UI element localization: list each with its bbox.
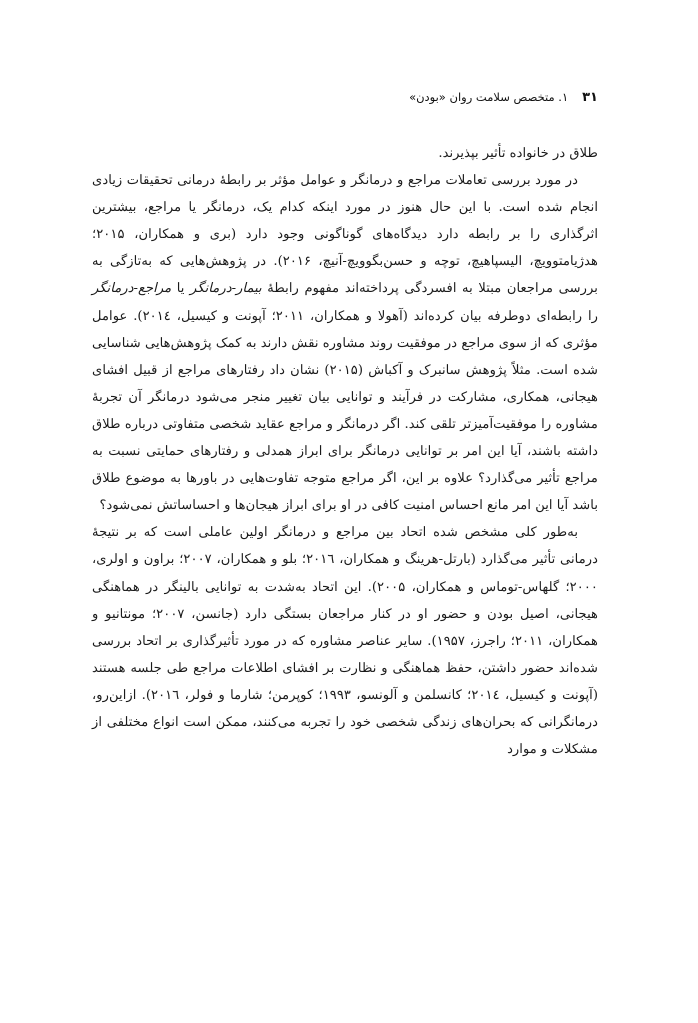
- paragraph-continuation: طلاق در خانواده تأثیر بپذیرند.: [438, 146, 598, 161]
- italic-term-client-therapist: مراجع-درمانگر: [92, 281, 172, 297]
- italic-term-patient-therapist: بیمار-درمانگر: [190, 281, 262, 297]
- page-number: ۳۱: [582, 90, 598, 105]
- paragraph-therapeutic-alliance: به‌طور کلی مشخص شده اتحاد بین مراجع و درمانگر اولین عاملی است که بر نتیجهٔ درمانی تأثیر می‌گذارد (بارتل-هرینگ و همکاران، ۲۰۱٦؛ بلو و همکاران، ۲۰۰۷؛ براون و اولری، ۲۰۰۰؛ گلهاس-توماس و همکاران، ۲۰۰۵). این اتحاد به‌شدت به توانایی بالینگر در هماهنگی هیجانی، اصیل بودن و حضور او در کنار مراجعان بستگی دارد (جانسن، ۲۰۰۷؛ مونتانیو و همکاران، ۲۰۱۱؛ راجرز، ۱۹۵۷). سایر عناصر مشاوره که در مورد تأثیرگذاری بر اتحاد بررسی شده‌اند حضور داشتن، حفظ هماهنگی و نظارت بر افشای اطلاعات مراجع طی جلسه هستند (آپونت و کیسیل، ۲۰۱٤؛ کانسلمن و آلونسو، ۱۹۹۳؛ کوپرمن؛ شارما و فولر، ۲۰۱٦). ازاین‌رو، درمانگرانی که بحران‌های زندگی شخصی خود را تجربه می‌کنند، ممکن است انواع مختلفی از مشکلات و موارد: [92, 525, 599, 758]
- paragraph-client-therapist-interaction: [92, 167, 598, 519]
- paragraph-text: در مورد بررسی تعاملات مراجع و درمانگر و عوامل مؤثر بر رابطهٔ درمانی تحقیقات زیادی انجام شده است. با این حال هنوز در مورد اینکه کدام یک، درمانگر یا مراجع، بیشترین اثرگذاری را بر رابطه دارد دیدگاه‌های گوناگونی وجود دارد (بری و همکاران، ۲۰۱۵؛ هدژیامتوویچ، الیسپاهیچ، توچه و حسن‌بگوویچ-آنیچ، ۲۰۱۶). در پژوهش‌هایی که به‌تازگی به بررسی مراجعان مبتلا به افسردگی پرداخته‌اند مفهوم رابطهٔ: [92, 173, 598, 297]
- paragraph-text: را رابطه‌ای دوطرفه بیان کرده‌اند (آهولا و همکاران، ۲۰۱۱؛ آپونت و کیسیل، ۲۰۱٤). عوامل مؤثری که از سوی مراجع در موفقیت روند مشاوره نقش دارند به کمک پژوهش‌هایی شناسایی شده است. مثلاً پژوهش سانبرک و آکباش (۲۰۱۵) نشان داد رفتارهای مراجع از قبیل افشای هیجانی، همکاری، مشارکت در فرآیند و توانایی بیان تغییر منجر می‌شود درمانگر آن تجربهٔ مشاوره را موفقیت‌آمیزتر تلقی کند. اگر درمانگر و مراجع عقاید شخصی متفاوتی درباره طلاق داشته باشند، آیا این امر بر توانایی درمانگر برای ابراز همدلی و رفتارهای حمایتی نسبت به مراجع تأثیر می‌گذارد؟ علاوه بر این، اگر مراجع متوجه تفاوت‌هایی در باورها به موضوع طلاق باشد آیا این امر مانع احساس امنیت کافی در او برای ابراز هیجان‌ها و احساساتش نمی‌شود؟: [91, 308, 598, 514]
- body-text: [92, 140, 598, 763]
- conjunction-text: یا: [176, 281, 185, 297]
- running-header: [92, 90, 598, 112]
- chapter-title: ۱. متخصص سلامت روان «بودن»: [409, 90, 569, 104]
